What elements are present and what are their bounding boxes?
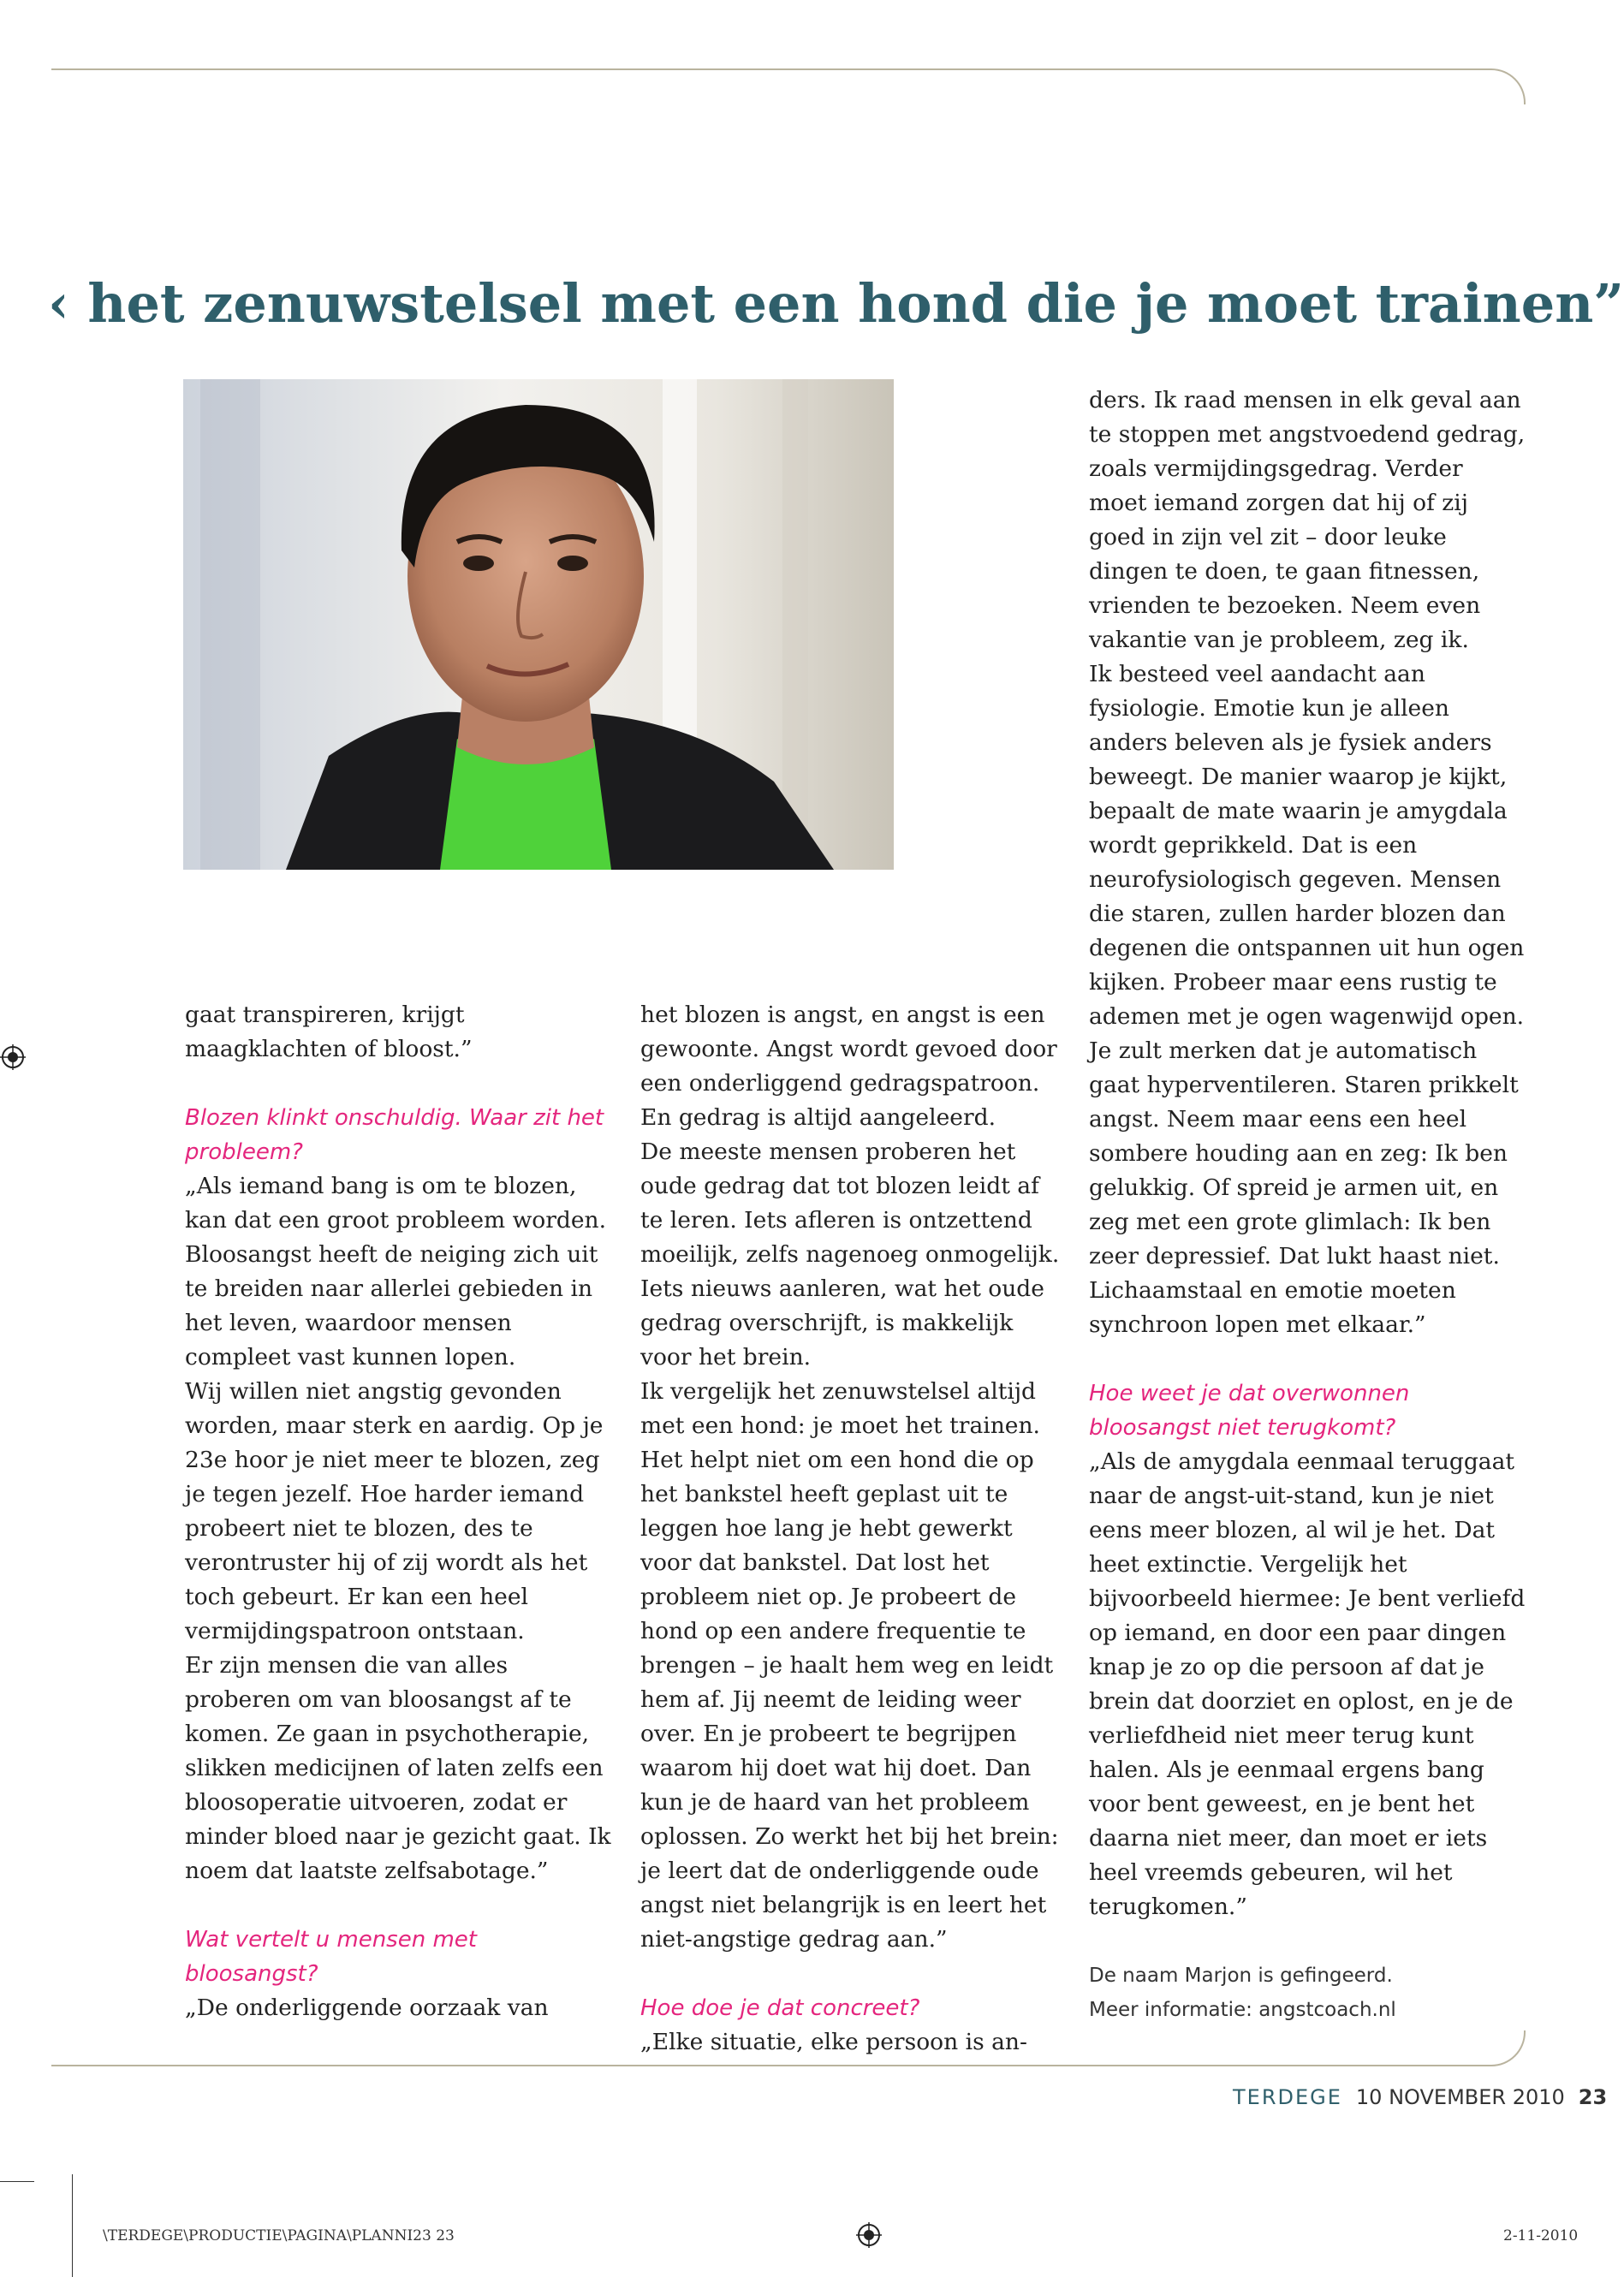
interview-question: Blozen klinkt onschuldig. Waar zit het probleem? — [185, 1105, 604, 1165]
headline: ‹ het zenuwstelsel met een hond die je moet trainen” — [48, 271, 1624, 335]
registration-mark-icon — [856, 2222, 882, 2248]
page-folio — [1233, 2085, 1608, 2109]
interview-question: Wat vertelt u mensen met bloosangst? — [185, 1927, 477, 1987]
footnote-name: De naam Marjon is gefingeerd. — [1089, 1965, 1393, 1987]
page-number: 23 — [1578, 2085, 1608, 2109]
registration-mark-icon — [0, 1044, 26, 1070]
paragraph: „Als de amygdala eenmaal teruggaat naar de angst-uit-stand, kun je niet eens meer blozen, al wil je het. Dat heet extinctie. Vergelijk het bijvoorbeeld hiermee: Je bent verliefd op iemand, en door een paar dingen knap je zo op die persoon af dat je brein dat doorziet en oplost, en je de verliefdheid niet meer terug kunt halen. Als je eenmaal ergens bang voor bent geweest, en je bent het daarna niet meer, dan moet er iets heel vreemds gebeuren, wil het terugkomen.” — [1089, 1448, 1526, 1920]
bottom-rule — [51, 2030, 1526, 2066]
footnote-info: Meer informatie: angstcoach.nl — [1089, 1999, 1396, 2021]
interview-question: Hoe doe je dat concreet? — [640, 1995, 920, 2021]
paragraph: het blozen is angst, en angst is een gewoonte. Angst wordt gevoed door een onderliggend gedragspatroon. En gedrag is altijd aangeleerd. — [640, 1002, 1057, 1131]
text-column-3 — [1089, 383, 1526, 2027]
paragraph: Er zijn mensen die van alles proberen om van bloosangst af te komen. Ze gaan in psychotherapie, slikken medicijnen of laten zelfs een bloosoperatie uitvoeren, zodat er minder bloed naar je gezicht gaat. Ik noem dat laatste zelfsabotage.” — [185, 1652, 611, 1884]
text-column-1 — [185, 998, 613, 2025]
magazine-name: TERDEGE — [1233, 2085, 1342, 2109]
top-rule — [51, 68, 1526, 104]
slug-date: 2-11-2010 — [1503, 2227, 1579, 2244]
crop-mark — [72, 2174, 73, 2277]
paragraph: Wij willen niet angstig gevonden worden, maar sterk en aardig. Op je 23e hoor je niet meer te blozen, zeg je tegen jezelf. Hoe harder iemand probeert niet te blozen, des te verontruster hij of zij wordt als het toch gebeurt. Er kan een heel vermijdingspatroon ontstaan. — [185, 1378, 604, 1644]
slug-path: \TERDEGE\PRODUCTIE\PAGINA\PLANNI23 23 — [103, 2227, 455, 2244]
paragraph: Ik vergelijk het zenuwstelsel altijd met een hond: je moet het trainen. Het helpt niet om een hond die op het bankstel heeft geplast uit te leggen hoe lang je hebt gewerkt voor dat bankstel. Dat lost het probleem niet op. Je probeert de hond op een andere frequentie te brengen – je haalt hem weg en leidt hem af. Jij neemt de leiding weer over. En je probeert te begrijpen waarom hij doet wat hij doet. Dan kun je de haard van het probleem oplossen. Zo werkt het bij het brein: je leert dat de onderliggende oude angst niet belangrijk is en leert het niet-angstige gedrag aan.” — [640, 1378, 1059, 1953]
paragraph: Ik besteed veel aandacht aan fysiologie. Emotie kun je alleen anders beleven als je fysiek anders beweegt. De manier waarop je kijkt, bepaalt de mate waarin je amygdala wordt geprikkeld. Dat is een neurofysiologisch gegeven. Mensen die staren, zullen harder blozen dan degenen die ontspannen uit hun ogen kijken. Probeer maar eens rustig te ademen met je ogen wagenwijd open. Je zult merken dat je automatisch gaat hyperventileren. Staren prikkelt angst. Neem maar eens een heel sombere houding aan en zeg: Ik ben gelukkig. Of spreid je armen uit, en zeg met een grote glimlach: Ik ben zeer depressief. Dat lukt haast niet. Lichaamstaal en emotie moeten synchroon lopen met elkaar.” — [1089, 661, 1525, 1338]
paragraph: De meeste mensen proberen het oude gedrag dat tot blozen leidt af te leren. Iets afleren is ontzettend moeilijk, zelfs nagenoeg onmogelijk. Iets nieuws aanleren, wat het oude gedrag overschrijft, is makkelijk voor het brein. — [640, 1138, 1060, 1370]
issue-date: 10 NOVEMBER 2010 — [1355, 2085, 1565, 2109]
paragraph: ders. Ik raad mensen in elk geval aan te stoppen met angstvoedend gedrag, zoals vermijdingsgedrag. Verder moet iemand zorgen dat hij of zij goed in zijn vel zit – door leuke dingen te doen, te gaan fitnessen, vrienden te bezoeken. Neem even vakantie van je probleem, zeg ik. — [1089, 387, 1526, 653]
portrait-photo — [183, 379, 894, 870]
text-column-2 — [640, 998, 1068, 2060]
paragraph: „De onderliggende oorzaak van — [185, 1995, 549, 2021]
paragraph: „Als iemand bang is om te blozen, kan dat een groot probleem worden. Bloosangst heeft de neiging zich uit te breiden naar allerlei gebieden in het leven, waardoor mensen compleet vast kunnen lopen. — [185, 1173, 607, 1370]
crop-mark — [0, 2181, 34, 2182]
paragraph: „Elke situatie, elke persoon is an- — [640, 2029, 1027, 2055]
interview-question: Hoe weet je dat overwonnen bloosangst niet terugkomt? — [1089, 1381, 1410, 1441]
paragraph: gaat transpireren, krijgt maagklachten of bloost.” — [185, 1002, 473, 1062]
